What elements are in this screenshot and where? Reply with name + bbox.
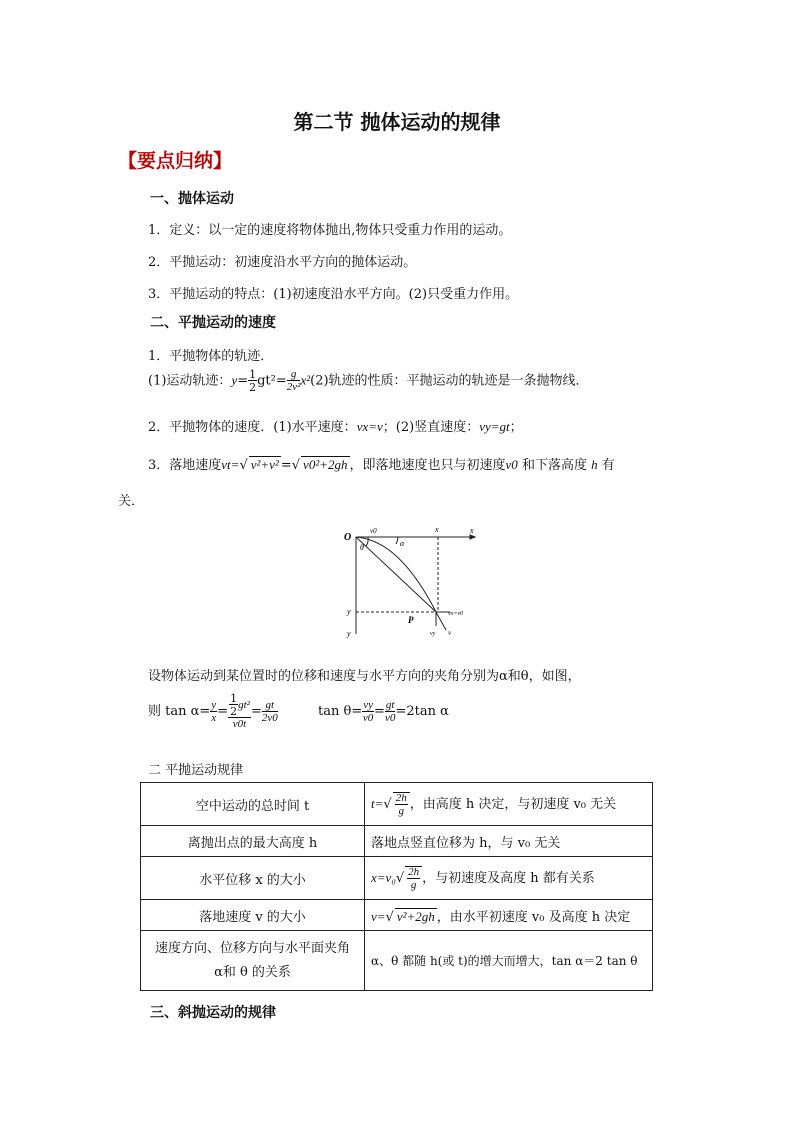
numerator <box>228 693 251 718</box>
fraction-half <box>229 693 238 717</box>
numerator: 1 <box>230 692 238 705</box>
label-vy: vy <box>430 631 436 637</box>
label-O: O <box>344 532 352 543</box>
formula-vx: vx=v <box>356 419 383 434</box>
text: 有 <box>601 458 615 473</box>
equals: = <box>280 458 292 473</box>
cell-max-height-rule: 落地点竖直位移为 h，与 v₀ 无关 <box>365 826 653 857</box>
table-row <box>141 931 653 991</box>
fraction-vy-over-v0 <box>362 700 374 724</box>
sqrt-2h-over-g <box>393 792 410 817</box>
page-title: 第二节 抛体运动的规律 <box>293 110 501 134</box>
section-tag: 【要点归纳】 <box>118 150 233 172</box>
formula: v= <box>371 908 386 924</box>
label-v: v <box>448 629 452 637</box>
cell-horizontal-displacement-rule: x=v₀√ $\frac{2h}{g}$ ，与初速度及高度 h 都有关系 <box>365 857 653 900</box>
formula-vy: vy=gt <box>479 419 510 434</box>
heading-projectile-motion: 一、抛体运动 <box>150 191 234 207</box>
formula: t= <box>371 795 384 811</box>
table-row <box>141 783 653 826</box>
var-v0: v0 <box>505 457 518 472</box>
numerator: 1 <box>249 368 257 381</box>
text: ，由高度 h 决定，与初速度 v₀ 无关 <box>409 796 617 812</box>
paragraph-velocity-components <box>148 416 523 435</box>
cell-max-height: 离抛出点的最大高度 h <box>141 826 365 857</box>
fraction-gt-over-v0 <box>385 700 396 724</box>
label-x-axis: x <box>470 526 474 535</box>
paragraph-wrap: 关． <box>118 494 145 509</box>
label-y-mark: y <box>347 607 351 616</box>
paragraph-definition: 1．定义：以一定的速度将物体抛出,物体只受重力作用的运动。 <box>148 223 512 238</box>
text: 3．落地速度 <box>148 458 222 473</box>
displacement-line <box>356 537 436 612</box>
paragraph-tan-relations <box>148 693 449 730</box>
term-x2: x² <box>300 372 311 388</box>
cell-landing-speed-rule: v=√ v²+2gh ，由水平初速度 v₀ 及高度 h 决定 <box>365 900 653 931</box>
denominator: v0 <box>362 711 374 724</box>
text: (2)轨迹的性质：平抛运动的轨迹是一条抛物线． <box>310 373 589 389</box>
denominator: 2v0 <box>261 711 278 724</box>
denominator: v0 <box>384 711 396 724</box>
label-vx-eq: vx=v0 <box>448 611 464 617</box>
equals: = <box>237 373 249 389</box>
fraction-g-over-2v2 <box>287 369 301 393</box>
numerator: 2h <box>395 791 407 804</box>
paragraph-characteristics: 3．平抛运动的特点：(1)初速度沿水平方向。(2)只受重力作用。 <box>148 287 519 302</box>
sqrt-v2-2gh: v²+2gh <box>396 908 435 924</box>
fraction-half <box>248 369 257 393</box>
table-row <box>141 826 653 857</box>
text: =2tan α <box>395 704 449 719</box>
denominator: 2 <box>249 381 257 394</box>
label-v0: v0 <box>370 527 377 535</box>
heading-velocity: 二、平抛运动的速度 <box>150 315 276 331</box>
paragraph-trajectory-equation <box>148 369 589 393</box>
text: ；(2)竖直速度： <box>382 420 480 435</box>
numerator: g <box>287 369 301 381</box>
equals: = <box>250 704 262 719</box>
text: ，由水平初速度 v₀ 及高度 h 决定 <box>436 909 631 925</box>
numerator: gt <box>385 698 395 711</box>
cell-total-time: 空中运动的总时间 t <box>141 783 365 826</box>
text: tan θ= <box>318 704 363 719</box>
text: (1)运动轨迹： <box>148 373 232 389</box>
sqrt-vx2-vy2: v²+v² <box>250 457 279 472</box>
sqrt-v02-2gh: v0²+2gh <box>303 457 348 472</box>
heading-oblique-projection: 三、斜抛运动的规律 <box>150 1005 276 1021</box>
text: 则 tan α= <box>148 704 211 719</box>
rules-table <box>140 782 653 991</box>
equals: = <box>374 704 385 719</box>
denominator: x <box>211 711 217 724</box>
sqrt-2h-over-g <box>405 866 422 891</box>
cell-angle-relation <box>141 931 365 991</box>
formula: x=v₀ <box>371 869 396 885</box>
v-vector <box>436 612 446 630</box>
cell-horizontal-displacement: 水平位移 x 的大小 <box>141 857 365 900</box>
term-gt2: gt² <box>238 699 250 711</box>
text: 2．平抛物体的速度．(1)水平速度： <box>148 420 357 435</box>
x-axis-arrow <box>470 535 475 539</box>
cell-total-time-rule: t=√ $\frac{2h}{g}$ ，由高度 h 决定，与初速度 v₀ 无关 <box>365 783 653 826</box>
term-gt2: gt²= <box>257 373 287 389</box>
equals: = <box>217 704 229 719</box>
formula-vt: vt= <box>221 457 240 472</box>
numerator: vy <box>363 698 373 711</box>
numerator: y <box>211 698 217 711</box>
denominator: g <box>410 878 417 891</box>
var-y: y <box>231 372 238 388</box>
text: 和下落高度 <box>521 458 587 473</box>
text: ，即落地速度也只与初速度 <box>349 458 506 473</box>
cell-line: 速度方向、位移方向与水平面夹角 <box>154 940 350 956</box>
label-y-axis: y <box>347 629 351 638</box>
paragraph-trajectory: 1．平抛物体的轨迹． <box>148 349 274 364</box>
fraction-gt-over-2v0 <box>262 700 278 724</box>
text: ； <box>509 420 523 435</box>
projectile-figure <box>344 522 478 638</box>
label-x-top: x <box>435 525 439 534</box>
table-heading: 二 平抛运动规律 <box>148 763 244 778</box>
label-alpha: α <box>400 539 405 548</box>
var-h: h <box>591 457 598 472</box>
denominator: g <box>398 804 404 817</box>
paragraph-horizontal-projection: 2．平抛运动：初速度沿水平方向的抛体运动。 <box>148 255 417 270</box>
cell-landing-speed: 落地速度 v 的大小 <box>141 900 365 931</box>
label-theta: θ <box>360 543 364 552</box>
text: ，与初速度及高度 h 都有关系 <box>422 870 595 886</box>
cell-line: α和 θ 的关系 <box>214 964 291 980</box>
table-row <box>141 857 653 900</box>
label-P: P <box>408 615 414 625</box>
denominator: 2 <box>230 705 238 718</box>
denominator: v0t <box>232 718 247 730</box>
cell-angle-relation-rule: α、θ 都随 h(或 t)的增大而增大，tan α＝2 tan θ <box>365 931 653 991</box>
numerator: 2h <box>408 865 420 878</box>
paragraph-landing-velocity: 3．落地速度vt=√ v²+v² =√ v0²+2gh ，即落地速度也只与初速度v0 和下落高度 h 有 <box>148 457 615 473</box>
table-row <box>141 900 653 931</box>
paragraph-angles: 设物体运动到某位置时的位移和速度与水平方向的夹角分别为α和θ，如图， <box>148 669 581 684</box>
numerator: gt <box>262 700 278 712</box>
fraction-half-gt2-over-v0t <box>228 693 251 730</box>
denominator: 2v² <box>286 381 301 393</box>
alpha-arc <box>396 537 398 544</box>
